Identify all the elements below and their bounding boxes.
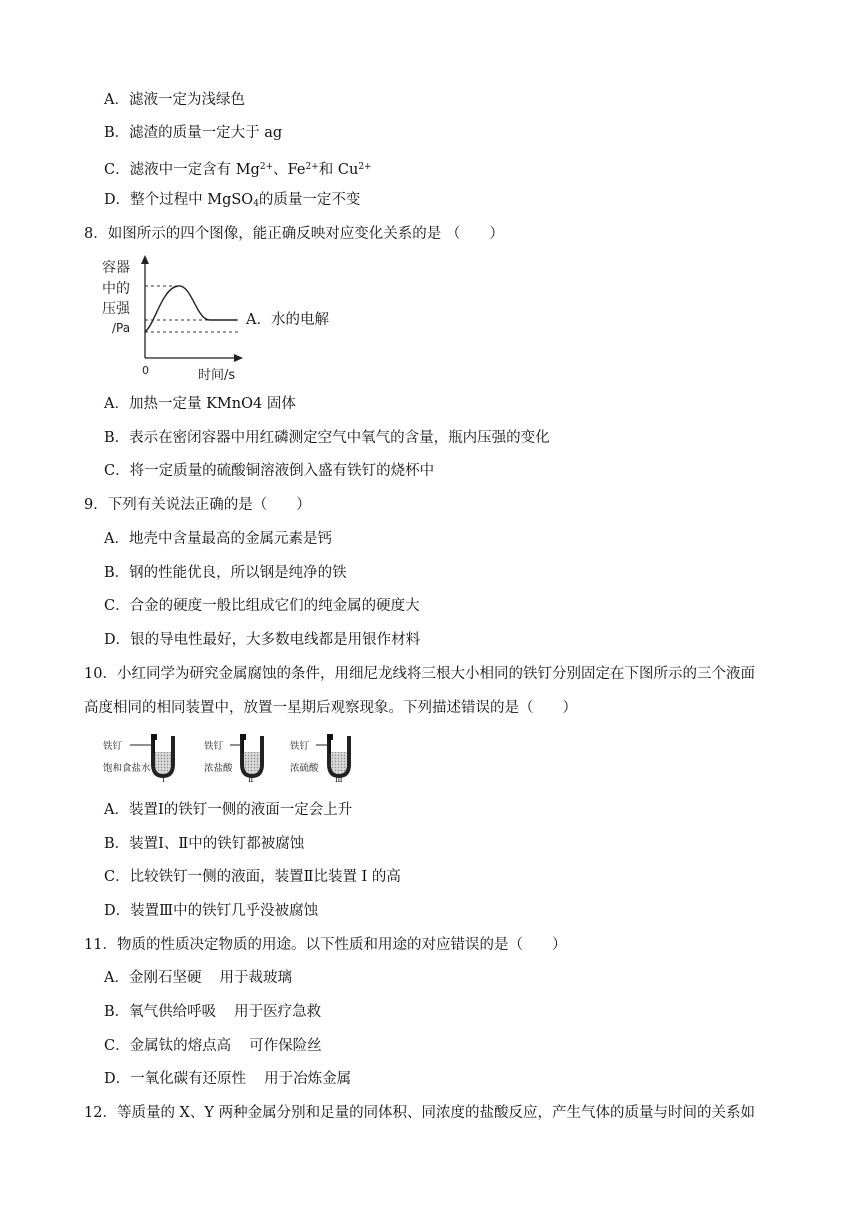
apparatus-3-liquid-label: 浓硫酸 (290, 763, 319, 774)
q7-c-text-2: 、Fe (273, 162, 306, 178)
q11-stem: 11．物质的性质决定物质的用途。以下性质和用途的对应错误的是（ ） (84, 937, 567, 953)
q7-d-text-2: 的质量一定不变 (258, 192, 361, 208)
apparatus-1-nail-label: 铁钉 (103, 741, 123, 752)
x-axis-arrow-icon (234, 354, 243, 362)
graph-pressure-curve (145, 286, 237, 332)
q11-option-c (104, 1036, 322, 1056)
q11-b-use: 用于医疗急救 (234, 1004, 322, 1020)
q7-c-text-3: 和 Cu (318, 162, 359, 178)
apparatus-1-liquid-label: 饱和食盐水 (103, 763, 151, 774)
q8-option-b: B．表示在密闭容器中用红磷测定空气中氧气的含量，瓶内压强的变化 (104, 430, 550, 446)
q11-option-b (104, 1002, 321, 1022)
q7-option-d (104, 190, 360, 214)
q8-stem: 8．如图所示的四个图像，能正确反映对应变化关系的是 （ ） (84, 226, 504, 242)
q10-stem-line2: 高度相同的相同装置中，放置一星期后观察现象。下列描述错误的是（ ） (84, 700, 577, 716)
q9-option-c: C．合金的硬度一般比组成它们的纯金属的硬度大 (104, 598, 420, 614)
y-axis-arrow-icon (141, 255, 149, 264)
q7-c-sup-1: 2+ (259, 162, 274, 172)
q9-stem: 9．下列有关说法正确的是（ ） (84, 497, 311, 513)
q9-option-d: D．银的导电性最好，大多数电线都是用银作材料 (104, 632, 421, 648)
q9-option-b: B．钢的性能优良，所以钢是纯净的铁 (104, 565, 347, 581)
apparatus-1-numeral: Ⅰ (162, 775, 166, 784)
apparatus-2-numeral: Ⅱ (248, 775, 254, 784)
q11-option-a (104, 968, 292, 988)
q7-d-text-1: D．整个过程中 MgSO (104, 192, 254, 208)
q10-option-d: D．装置Ⅲ中的铁钉几乎没被腐蚀 (104, 903, 319, 919)
q10-stem-line1: 10．小红同学为研究金属腐蚀的条件，用细尼龙线将三根大小相同的铁钉分别固定在下图所示的三个液面 (84, 666, 755, 682)
graph-y-unit: /Pa (112, 321, 131, 335)
q10-apparatus-figure (100, 730, 370, 784)
q7-c-sup-2: 2+ (305, 162, 319, 172)
apparatus-3-numeral: Ⅲ (335, 775, 343, 784)
q8-inline-option-a: A．水的电解 (246, 312, 329, 328)
q7-option-c (104, 157, 372, 180)
q7-c-sup-3: 2+ (358, 162, 372, 172)
q7-option-a: A．滤液一定为浅绿色 (104, 92, 245, 108)
q8-option-a: A．加热一定量 KMnO4 固体 (104, 396, 296, 412)
graph-xlabel: 时间/s (198, 368, 236, 383)
q11-d-property: D．一氧化碳有还原性 (104, 1071, 247, 1087)
q10-option-b: B．装置Ⅰ、Ⅱ中的铁钉都被腐蚀 (104, 836, 305, 852)
q7-c-text-1: C．滤液中一定含有 Mg (104, 162, 260, 178)
q7-d-sub: 4 (253, 199, 259, 209)
q7-option-b: B．滤渣的质量一定大于 ag (104, 125, 283, 141)
q11-c-use: 可作保险丝 (249, 1038, 322, 1054)
q10-option-c: C．比较铁钉一侧的液面，装置Ⅱ比装置 I 的高 (104, 869, 401, 885)
q11-b-property: B．氧气供给呼吸 (104, 1004, 217, 1020)
q12-stem: 12．等质量的 X、Y 两种金属分别和足量的同体积、同浓度的盐酸反应，产生气体的质量与时间的关系如 (84, 1105, 756, 1121)
apparatus-3 (290, 734, 349, 784)
graph-ylabel-2: 中的 (102, 281, 130, 297)
graph-ylabel-1: 容器 (102, 260, 130, 276)
apparatus-2 (204, 734, 262, 784)
q11-a-property: A．金刚石坚硬 (104, 970, 202, 986)
q11-d-use: 用于冶炼金属 (264, 1071, 352, 1087)
q8-option-c: C．将一定质量的硫酸铜溶液倒入盛有铁钉的烧杯中 (104, 463, 435, 479)
apparatus-2-liquid-label: 浓盐酸 (204, 763, 233, 774)
graph-origin: 0 (142, 364, 149, 377)
apparatus-3-nail-label: 铁钉 (290, 741, 310, 752)
q11-c-property: C．金属钛的熔点高 (104, 1038, 232, 1054)
graph-ylabel-3: 压强 (102, 301, 130, 317)
q8-pressure-graph (100, 252, 260, 384)
q9-option-a: A．地壳中含量最高的金属元素是钙 (104, 531, 332, 547)
q11-a-use: 用于裁玻璃 (219, 970, 292, 986)
q10-option-a: A．装置Ⅰ的铁钉一侧的液面一定会上升 (104, 802, 353, 818)
q11-option-d (104, 1069, 351, 1089)
apparatus-2-nail-label: 铁钉 (204, 741, 224, 752)
apparatus-1 (103, 734, 173, 784)
